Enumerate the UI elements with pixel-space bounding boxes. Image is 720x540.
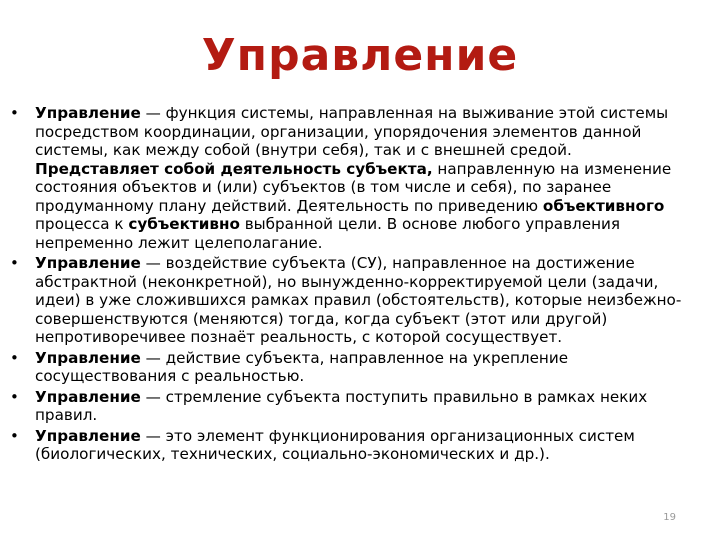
- bullet-bold-phrase: субъективно: [128, 215, 240, 233]
- bullet-text: направленную на изменение состояния объектов и (или) субъектов (в том числе и себя), по заранее продуманному плану действий. Деятельность по приведению: [35, 159, 672, 215]
- bullet-item-3: [10, 349, 700, 386]
- bullet-dot: •: [10, 254, 19, 272]
- bullet-item-1: [10, 104, 700, 252]
- bullet-text: процесса к: [35, 215, 129, 233]
- bullet-bold-phrase: объективного: [542, 196, 665, 215]
- bullet-bold-phrase: Представляет собой деятельность субъекта,: [35, 159, 433, 178]
- bullet-term: Управление: [35, 254, 141, 272]
- bullet-dot: •: [10, 387, 19, 406]
- bullet-item-5: [10, 427, 700, 464]
- bullet-dot: •: [10, 348, 19, 367]
- bullet-list: [10, 104, 700, 466]
- bullet-item-4: [10, 388, 700, 425]
- bullet-text: — это элемент функционирования организационных систем (биологических, технических, социально-экономических и др.).: [35, 426, 635, 463]
- bullet-text: — действие субъекта, направленное на укрепление сосуществования с реальностью.: [35, 348, 569, 385]
- bullet-text: — стремление субъекта поступить правильно в рамках неких правил.: [35, 387, 648, 424]
- bullet-text: — воздействие субъекта (СУ), направленное на достижение абстрактной (неконкретной), но вынужденно-корректируемой цели (задачи, идеи) в уже сложившихся рамках правил (обстоятельств), которые неизбежно-совершенствуются (меняются) тогда, когда субъект (этот или другой) непротиворечивее познаёт реальность, с которой сосуществует.: [35, 254, 682, 346]
- bullet-dot: •: [10, 426, 19, 445]
- bullet-text: — функция системы, направленная на выживание этой системы посредством координации, организации, упорядочения элементов данной системы, как между собой (внутри себя), так и с внешней средой.: [35, 104, 669, 159]
- bullet-term: Управление: [35, 426, 141, 445]
- bullet-term: Управление: [35, 387, 141, 406]
- bullet-term: Управление: [35, 104, 141, 122]
- bullet-dot: •: [10, 104, 19, 122]
- page-number: 19: [663, 512, 676, 523]
- slide-title: Управление: [201, 30, 519, 81]
- bullet-item-2: [10, 254, 700, 347]
- bullet-text: выбранной цели. В основе любого управления непременно лежит целеполагание.: [35, 215, 621, 252]
- bullet-term: Управление: [35, 348, 141, 367]
